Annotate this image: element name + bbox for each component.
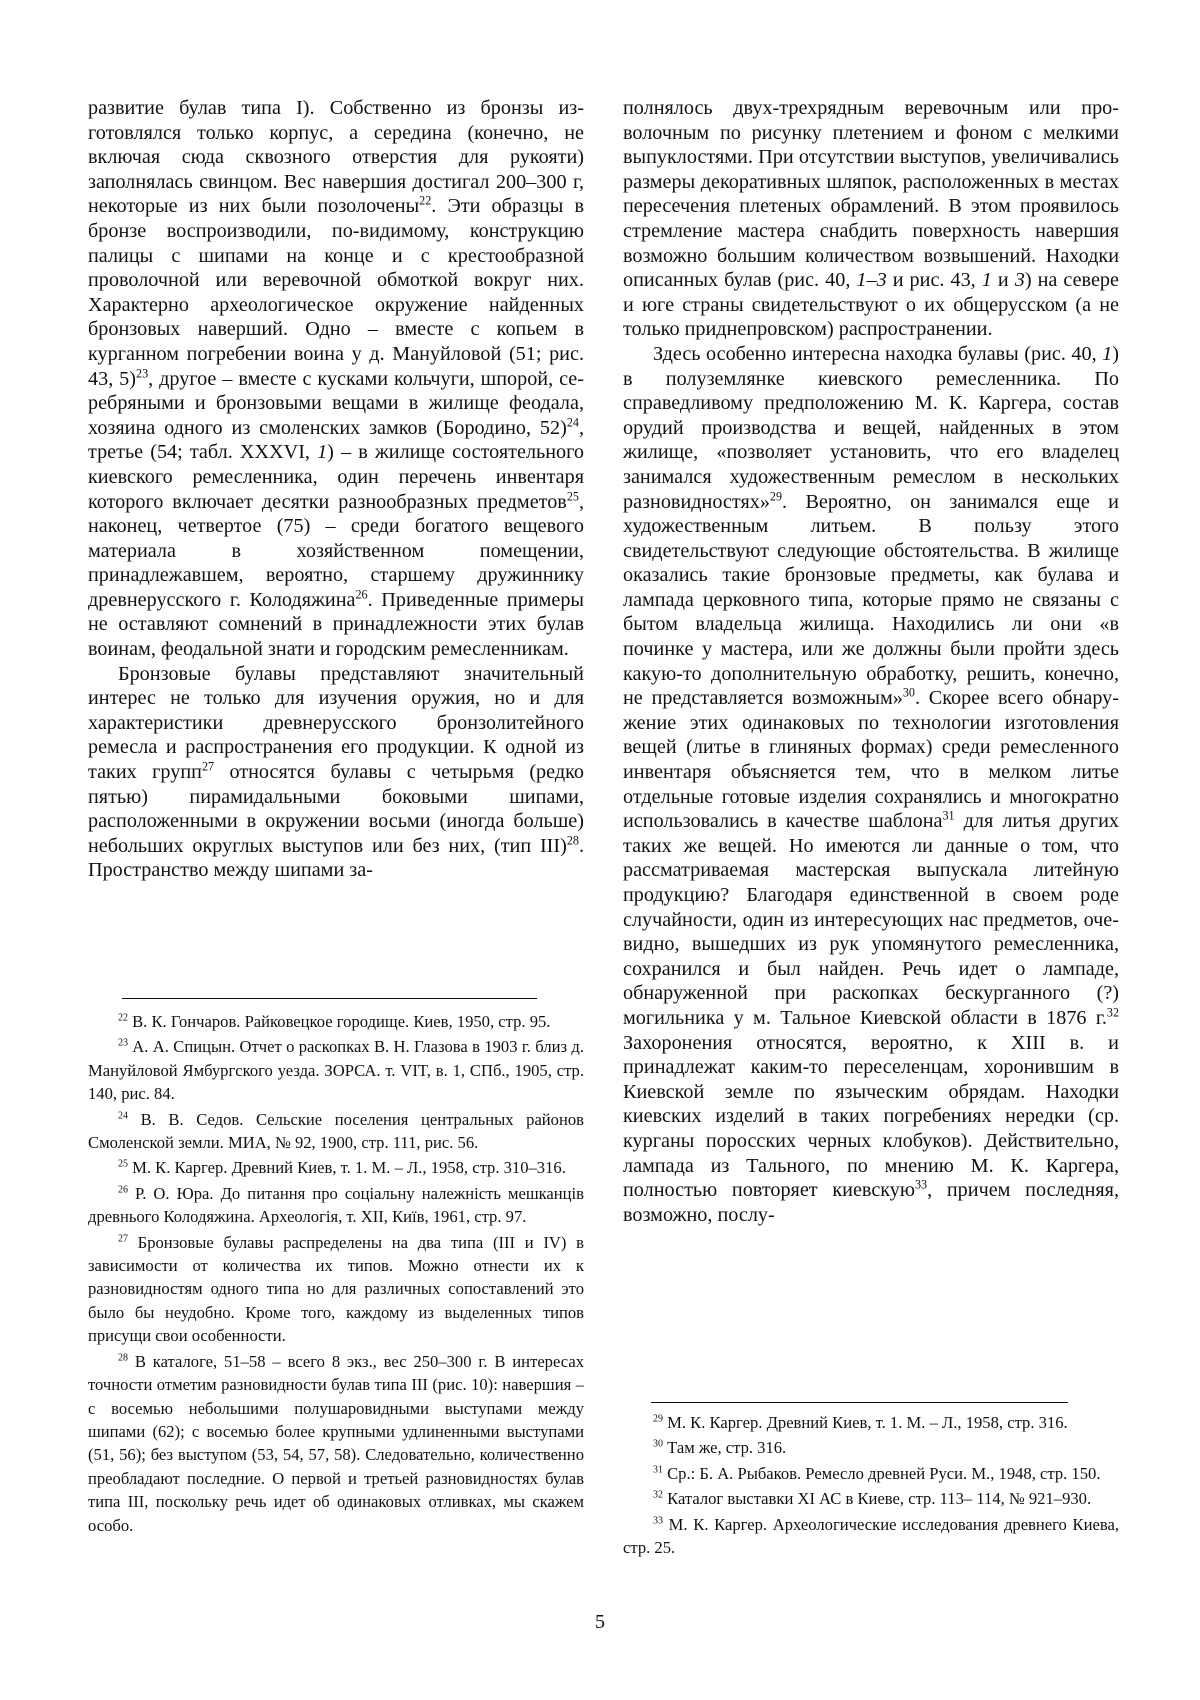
body-paragraph: развитие булав типа I). Собственно из бронзы изготовлялся только корпус, а середина (конечно, не включая сюда сквозного отверстия для рукояти) заполнялась свинцом. Вес навершия достигал 200–300 г, некоторые из них были позолочены$^{22}$. Эти образцы в бронзе воспроизводили, по-видимому, конструкцию палицы с шипами на конце и с крестообразной проволочной или веревочной обмоткой вокруг них. Характерно археологическое окружение найденных бронзовых наверший. Одно – вместе с копьем в курганном погребении воина у д. Мануйловой (51; рис. 43, 5)$^{23}$, другое – вместе с кусками кольчуги, шпорой, серебряными и бронзовыми вещами в жилище феодала, хозяина одного из смоленских замков (Бородино, 52)$^{24}$, третье (54; табл. XXXVI, 1) – в жилище состоятельного киевского ремесленника, один перечень инвентаря которого включает десятки разнообразных предметов$^{25}$, наконец, четвертое (75) – среди богатого вещевого материала в хозяйственном помещении, принадлежавшем, вероятно, старшему дружиннику древнерусского г. Колодяжина$^{26}$. Приведенные примеры не оставляют сомнений в принадлежности этих булав воинам, феодальной знати и городским ремесленникам. bbox=[88, 97, 585, 661]
footnote: $^{33}$ М. К. Каргер. Археологические исследования древнего Киева, стр. 25. bbox=[623, 1514, 1119, 1558]
body-paragraph: Здесь особенно интересна находка булавы (рис. 40, 1) в полуземлянке киевского ремесленника. По справедливому предположению М. К. Каргера, состав орудий производства и вещей, найденных в этом жилище, «позволяет установить, что его владелец занимался художественным ремеслом в нескольких разновидностях»$^{29}$. Вероятно, он занимался еще и художественным литьем. В пользу этого свидетельствуют следующие обстоятельства. В жилище оказались такие бронзовые предметы, как булава и лампада церковного типа, которые прямо не связаны с бытом владельца жилища. Находились ли они «в починке у мастера, или же должны были пройти здесь какую-то дополнительную обработку, решить, конечно, не представляется возможным»$^{30}$. Скорее всего обнаружение этих одинаковых по технологии изготовления вещей (литье в глиняных формах) среди ремесленного инвентаря объясняется тем, что в мелком литье отдельные готовые изделия сохранялись и многократно использовались в качестве шаблона$^{31}$ для литья других таких же вещей. Но имеются ли данные о том, что рассматриваемая мастерская выпускала литейную продукцию? Благодаря единственной в своем роде случайности, один из интересующих нас предметов, очевидно, вышедших из рук упомянутого ремесленника, сохранился и был найден. Речь идет о лампаде, обнаруженной при раскопках бескурганного (?) могильника у м. Тальное Киевской области в 1876 г.$^{32}$ Захоронения относятся, вероятно, к XIII в. и принадлежат каким-то переселенцам, хоронившим в Киевской земле по языческим обрядам. Находки киевских изделий в таких погребениях нередки (ср. курганы поросских черных клобуков). Действительно, лампада из Тального, по мнению М. К. Каргера, полностью повторяет киевскую$^{33}$, причем последняя, возможно, послу- bbox=[623, 342, 1119, 1226]
footnote: $^{22}$ В. К. Гончаров. Райковецкое городище. Киев, 1950, стр. 95. bbox=[118, 1012, 551, 1031]
footnote: $^{27}$ Бронзовые булавы распределены на два типа (III и IV) в зависимости от количества их типов. Можно отнести их к разновидностям одного типа но для различных сопоставлений это было бы неудобно. Кроме того, каждому из выделенных типов присущи свои особенности. bbox=[88, 1232, 584, 1346]
footnote: $^{26}$ Р. О. Юра. До питання про соціальну належність мешканців древнього Колодяжина. Археологія, т. XII, Київ, 1961, стр. 97. bbox=[88, 1183, 584, 1227]
footnote: $^{30}$ Там же, стр. 316. bbox=[653, 1438, 787, 1458]
body-paragraph: Бронзовые булавы представляют значительный интерес не только для изучения оружия, но и для характеристики древнерусского бронзолитейного ремесла и распространения его продукции. К одной из таких групп$^{27}$ относятся булавы с четырьмя (редко пятью) пирамидальными боковыми шипами, расположенными в окружении восьми (иногда больше) небольших округлых выступов или без них, (тип III)$^{28}$. Пространство между шипами за- bbox=[88, 662, 584, 882]
footnote: $^{25}$ М. К. Каргер. Древний Киев, т. 1. М. – Л., 1958, стр. 310–316. bbox=[118, 1158, 566, 1178]
footnote: $^{32}$ Каталог выставки XI АС в Киеве, стр. 113– 114, № 921–930. bbox=[653, 1489, 1092, 1509]
body-paragraph: полнялось двух-трехрядным веревочным или проволочным по рисунку плетением и фоном с мелкими выпуклостями. При отсутствии выступов, увеличивались размеры декоративных шляпок, расположенных в местах пересечения плетеных обрамлений. В этом проявилось стремление мастера снабдить поверхность навершия возможно большим количеством возвышений. Находки описанных булав (рис. 40, 1–3 и рис. 43, 1 и 3) на севере и юге страны свидетельствуют о их общерусском (а не только приднепровском) распространении. bbox=[623, 97, 1119, 341]
left-text-column bbox=[88, 96, 584, 883]
right-text-column bbox=[623, 96, 1119, 1227]
footnote: $^{23}$ А. А. Спицын. Отчет о раскопках В. Н. Глазова в 1903 г. близ д. Мануйловой Ямбургского уезда. ЗОРСА. т. VIT, в. 1, СПб., 1905, стр. 140, рис. 84. bbox=[88, 1037, 584, 1104]
footnote-separator bbox=[651, 1402, 1068, 1403]
footnote: $^{24}$ В. В. Седов. Сельские поселения центральных районов Смоленской земли. МИА, № 92, 1900, стр. 111, рис. 56. bbox=[88, 1109, 584, 1153]
left-footnotes bbox=[88, 1010, 584, 1539]
footnote: $^{31}$ Ср.: Б. А. Рыбаков. Ремесло древней Руси. М., 1948, стр. 150. bbox=[653, 1463, 1101, 1483]
footnote: $^{29}$ М. К. Каргер. Древний Киев, т. 1. М. – Л., 1958, стр. 316. bbox=[653, 1413, 1068, 1432]
right-footnotes bbox=[623, 1411, 1119, 1561]
page-number: 5 bbox=[595, 1611, 605, 1633]
footnote: $^{28}$ В каталоге, 51–58 – всего 8 экз., вес 250–300 г. В интересах точности отметим разновидности булав типа III (рис. 10): навершия – с восемью небольшими полушаровидными выступами между шипами (62); с восемью более крупными удлиненными выступами (51, 56); без выступом (53, 54, 57, 58). Следовательно, количественно преобладают последние. О первой и третьей разновидностях булав типа III, поскольку речь идет об одинаковых отливках, мы скажем особо. bbox=[88, 1351, 584, 1535]
footnote-separator bbox=[122, 998, 537, 999]
